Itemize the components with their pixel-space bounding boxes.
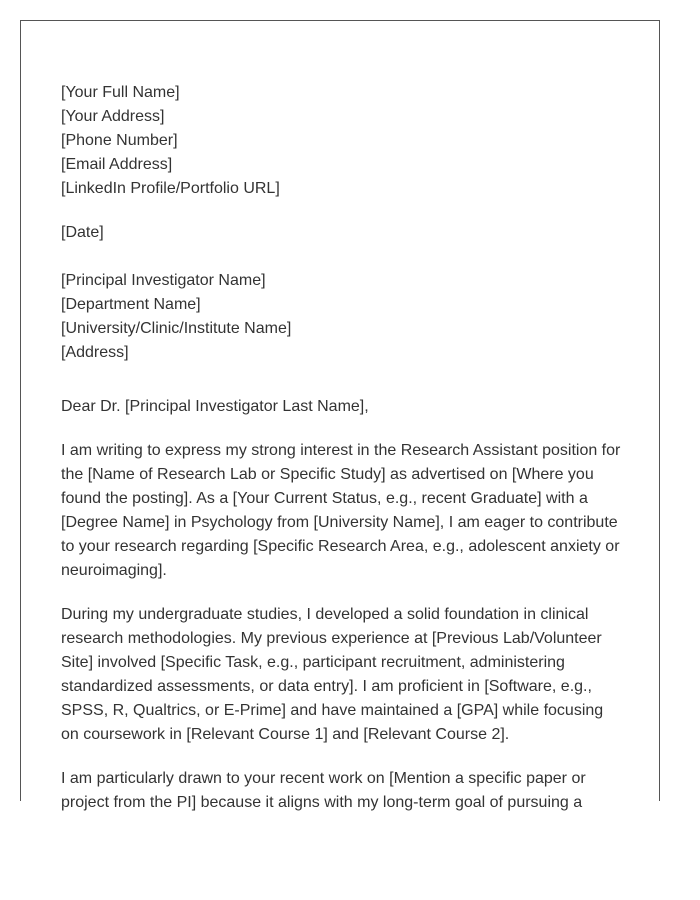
letter-body [61,81,623,815]
recipient-name: [Principal Investigator Name] [61,272,266,289]
recipient-block [61,269,623,365]
sender-profile-url: [LinkedIn Profile/Portfolio URL] [61,180,280,197]
sender-phone: [Phone Number] [61,132,178,149]
salutation: Dear Dr. [Principal Investigator Last Name], [61,398,369,415]
sender-block [61,81,623,201]
paragraph-intro: I am writing to express my strong interest in the Research Assistant position for the [Name of Research Lab or Specific Study] as advertised on [Where you found the posting]. As a [Your Current Status, e.g., recent Graduate] with a [Degree Name] in Psychology from [University Name], I am eager to contribute to your research regarding [Specific Research Area, e.g., adolescent anxiety or neuroimaging]. [61,442,621,579]
recipient-department: [Department Name] [61,296,201,313]
recipient-institution: [University/Clinic/Institute Name] [61,320,292,337]
letter-date: [Date] [61,224,104,241]
date-block [61,221,623,245]
recipient-address: [Address] [61,344,129,361]
sender-address: [Your Address] [61,108,165,125]
sender-email: [Email Address] [61,156,173,173]
letter-page [20,20,660,811]
paragraph-motivation: I am particularly drawn to your recent work on [Mention a specific paper or project from the PI] because it aligns with my long-term goal of pursuing a [61,770,586,811]
paragraph-experience: During my undergraduate studies, I developed a solid foundation in clinical research methodologies. My previous experience at [Previous Lab/Volunteer Site] involved [Specific Task, e.g., participant recruitment, administering standardized assessments, or data entry]. I am proficient in [Software, e.g., SPSS, R, Qualtrics, or E-Prime] and have maintained a [GPA] while focusing on coursework in [Relevant Course 1] and [Relevant Course 2]. [61,606,604,743]
sender-name: [Your Full Name] [61,84,180,101]
